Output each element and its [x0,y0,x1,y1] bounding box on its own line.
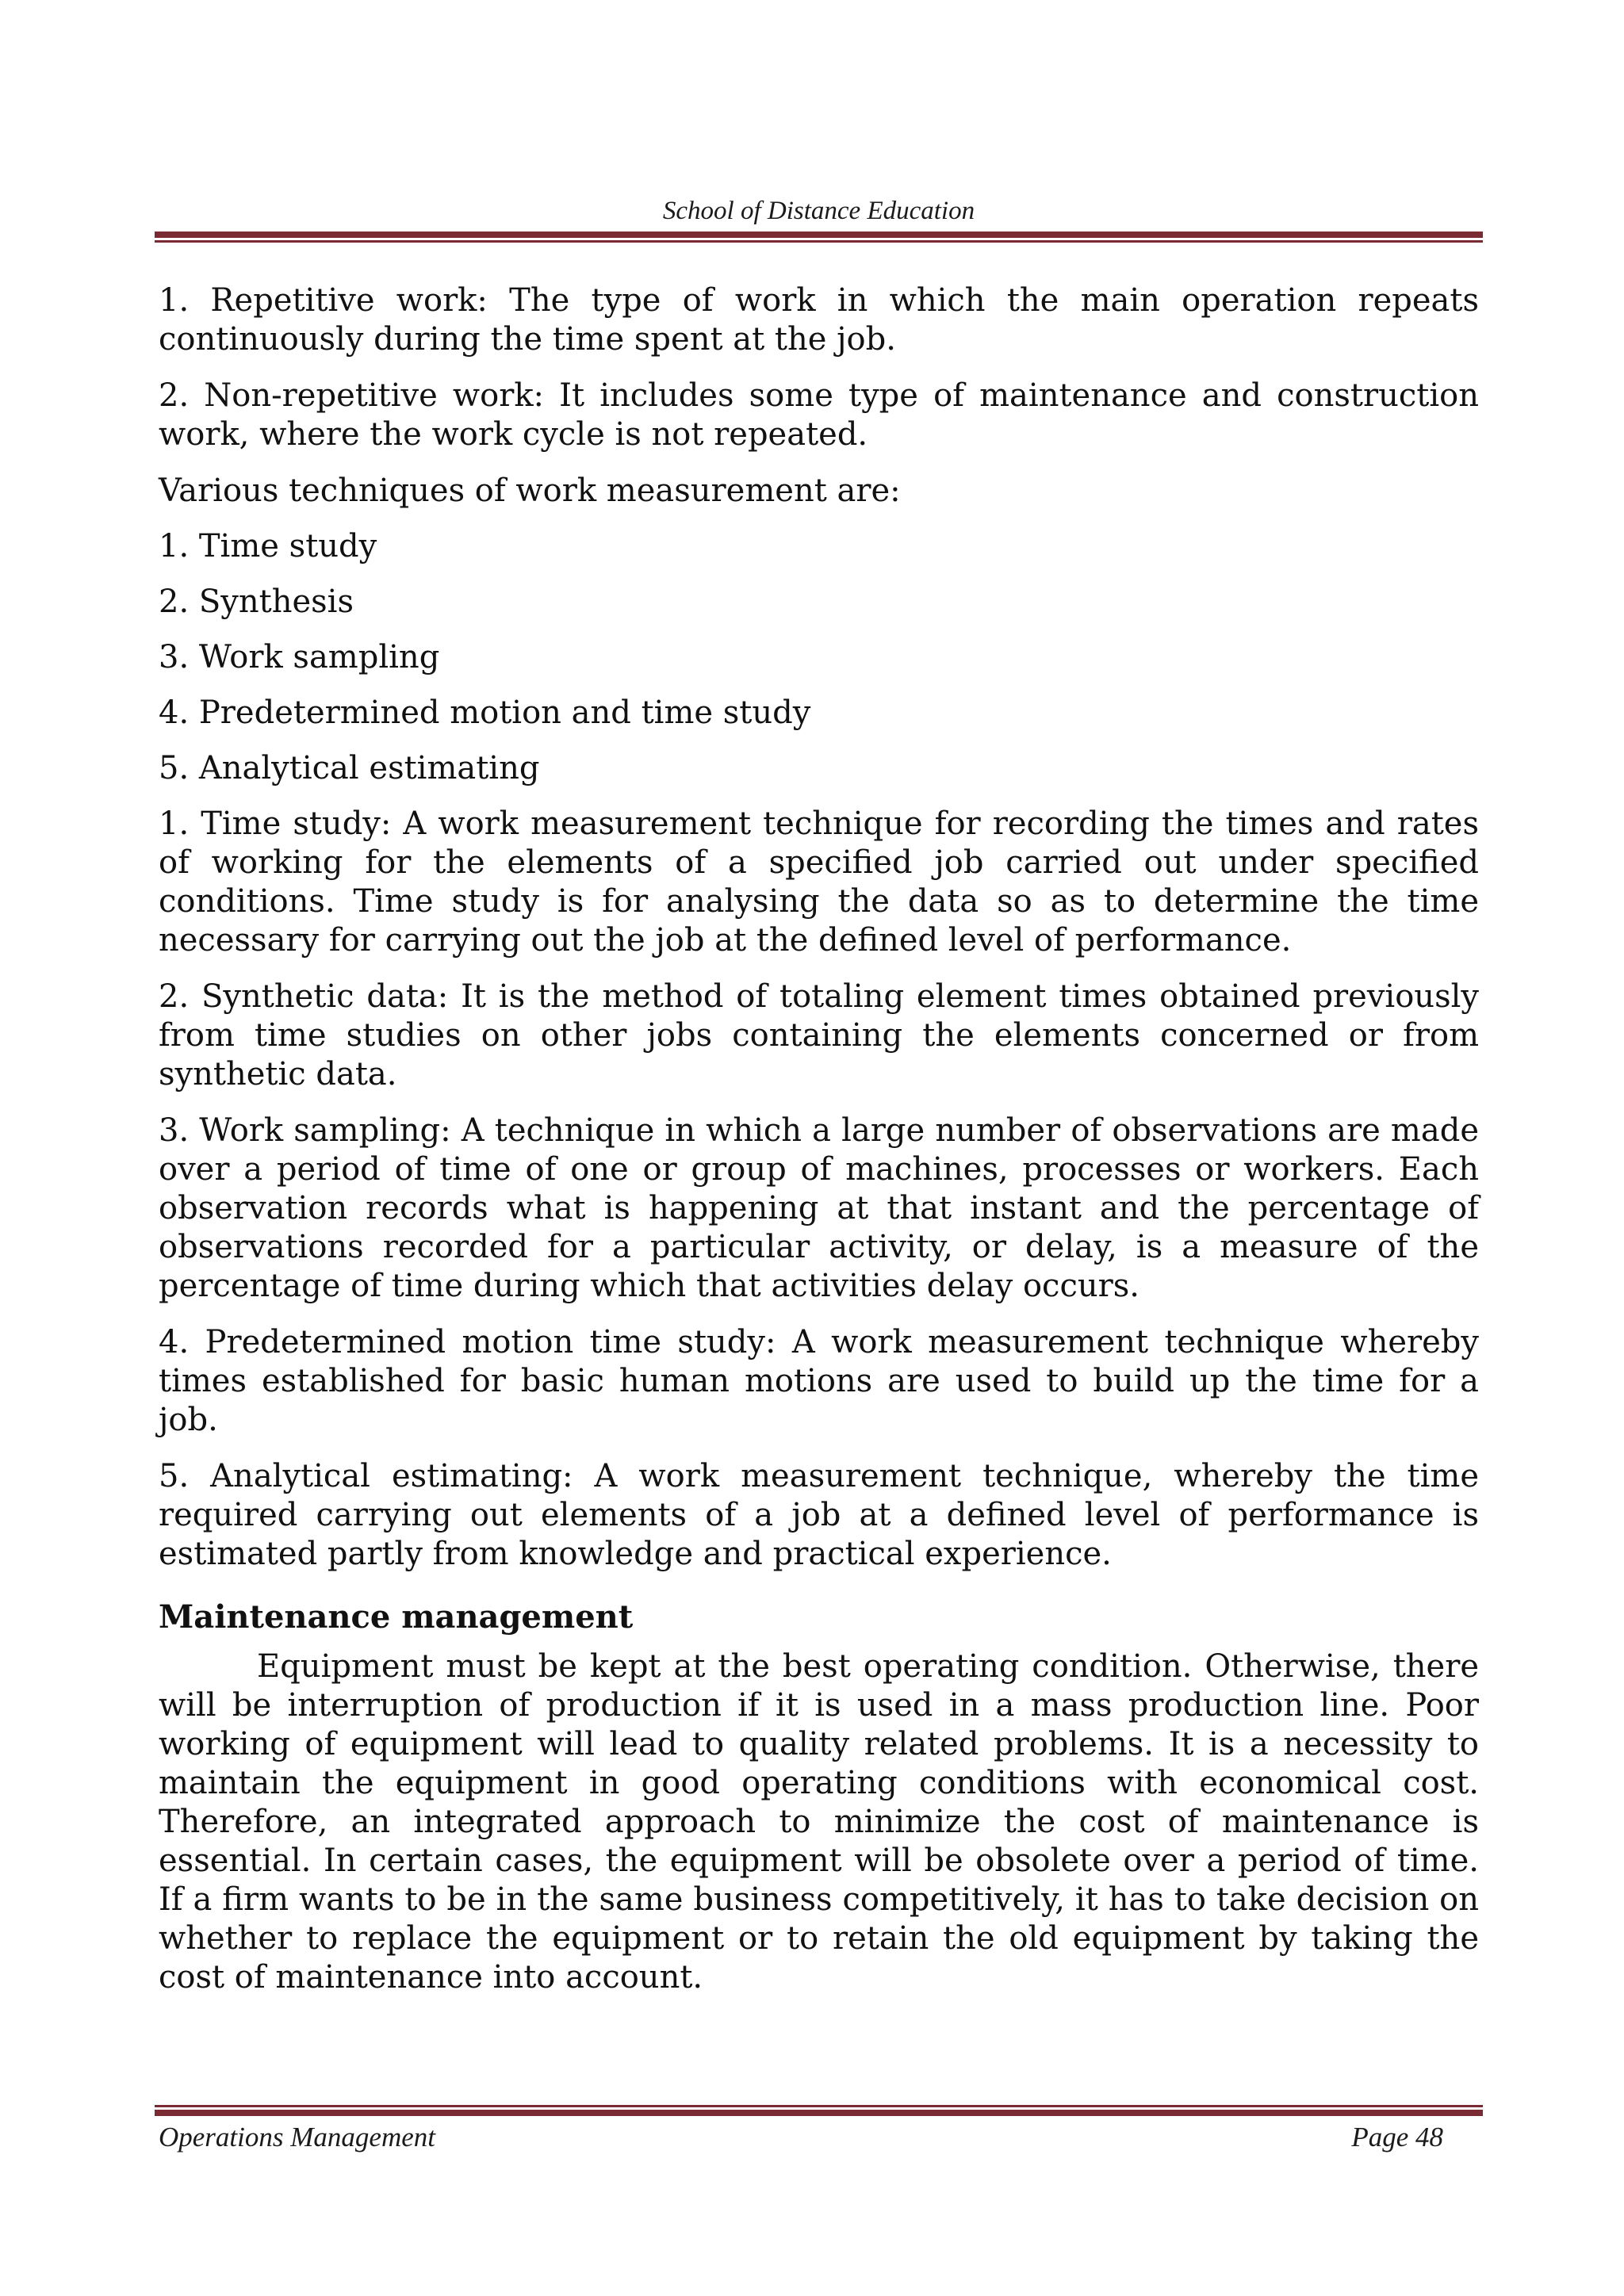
page-header-title: School of Distance Education [662,197,975,225]
footer-rule-thick [155,2110,1483,2116]
technique-list-item: 3. Work sampling [159,639,440,675]
technique-list-item: 2. Synthesis [159,584,354,620]
work-type-repetitive: 1. Repetitive work: The type of work in which the main operation repeats continuously during the time spent at the job. [159,282,1479,358]
maintenance-paragraph: Equipment must be kept at the best operating condition. Otherwise, there will be interruption of production if it is used in a mass production line. Poor working of equipment will lead to quality related problems. It is a necessity to maintain the equipment in good operating conditions with economical cost. Therefore, an integrated approach to minimize the cost of maintenance is essential. In certain cases, the equipment will be obsolete over a period of time. If a firm wants to be in the same business competitively, it has to take decision on whether to replace the equipment or to retain the old equipment by taking the cost of maintenance into account. [159,1648,1479,1996]
techniques-intro: Various techniques of work measurement are: [159,473,901,509]
footer-rule [155,2105,1483,2116]
footer-course-title: Operations Management [159,2122,435,2152]
technique-list-item: 1. Time study [159,528,377,564]
footer-rule-thin [155,2105,1483,2107]
definition-synthetic-data: 2. Synthetic data: It is the method of totaling element times obtained previously from time studies on other jobs containing the elements concerned or from synthetic data. [159,978,1479,1093]
definition-analytical-estimating: 5. Analytical estimating: A work measurement technique, whereby the time required carrying out elements of a job at a defined level of performance is estimated partly from knowledge and practical experience. [159,1458,1479,1572]
page-content [159,281,1479,2015]
definition-work-sampling: 3. Work sampling: A technique in which a large number of observations are made over a period of time of one or group of machines, processes or workers. Each observation records what is happening at that instant and the percentage of observations recorded for a particular activity, or delay, is a measure of the percentage of time during which that activities delay occurs. [159,1112,1479,1304]
technique-list-item: 5. Analytical estimating [159,750,540,786]
footer-page-number: Page 48 [1351,2122,1443,2152]
definition-time-study: 1. Time study: A work measurement technique for recording the times and rates of working for the elements of a specified job carried out under specified conditions. Time study is for analysing the data so as to determine the time necessary for carrying out the job at the defined level of performance. [159,806,1479,959]
section-heading-maintenance: Maintenance management [159,1598,634,1636]
work-type-non-repetitive: 2. Non-repetitive work: It includes some type of maintenance and construction work, where the work cycle is not repeated. [159,377,1479,453]
header-rule-thin [155,240,1483,243]
definition-predetermined-motion: 4. Predetermined motion time study: A work measurement technique whereby times established for basic human motions are used to build up the time for a job. [159,1324,1479,1438]
header-rule-thick [155,232,1483,238]
technique-list-item: 4. Predetermined motion and time study [159,695,811,731]
header-rule [155,232,1483,243]
